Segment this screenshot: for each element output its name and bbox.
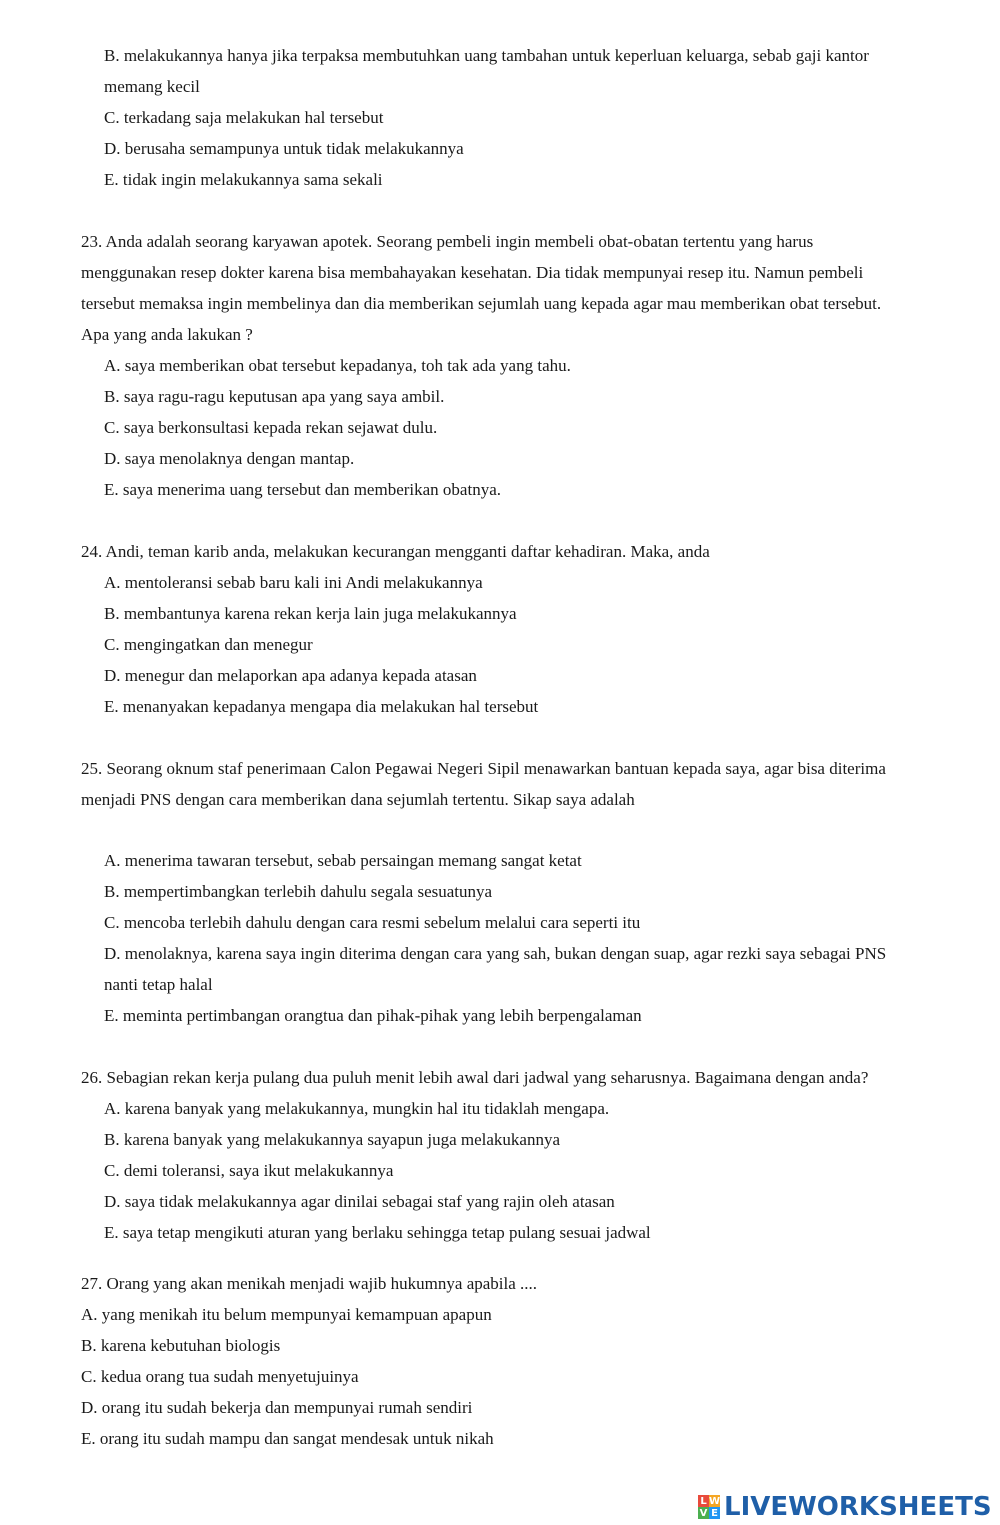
- q26-option-a[interactable]: A. karena banyak yang melakukannya, mungkin hal itu tidaklah mengapa.: [104, 1099, 610, 1118]
- q26-text-line-1: 26. Sebagian rekan kerja pulang dua puluh menit lebih awal dari jadwal yang seharusnya. Bagaimana dengan anda?: [81, 1068, 869, 1087]
- q25-text-line-1: 25. Seorang oknum staf penerimaan Calon Pegawai Negeri Sipil menawarkan bantuan kepada saya, agar bisa diterima: [81, 759, 886, 778]
- q27-option-e[interactable]: E. orang itu sudah mampu dan sangat mendesak untuk nikah: [81, 1429, 494, 1448]
- liveworksheets-logo-text: LIVEWORKSHEETS: [724, 1492, 992, 1522]
- prev-option-b-continued: memang kecil: [104, 77, 200, 96]
- q23-text-line-2: menggunakan resep dokter karena bisa membahayakan kesehatan. Dia tidak mempunyai resep itu. Namun pembeli: [81, 263, 864, 282]
- logo-mark-cell-1: L: [698, 1495, 709, 1507]
- q27-option-a[interactable]: A. yang menikah itu belum mempunyai kemampuan apapun: [81, 1305, 492, 1324]
- logo-mark-cell-2: W: [708, 1495, 721, 1507]
- logo-mark-cell-3: V: [699, 1507, 708, 1519]
- q23-option-b[interactable]: B. saya ragu-ragu keputusan apa yang saya ambil.: [104, 387, 445, 406]
- q27-option-b[interactable]: B. karena kebutuhan biologis: [81, 1336, 281, 1355]
- q26-option-c[interactable]: C. demi toleransi, saya ikut melakukannya: [104, 1161, 394, 1180]
- prev-option-d[interactable]: D. berusaha semampunya untuk tidak melakukannya: [104, 139, 464, 158]
- q24-option-a[interactable]: A. mentoleransi sebab baru kali ini Andi melakukannya: [104, 573, 483, 592]
- prev-option-c[interactable]: C. terkadang saja melakukan hal tersebut: [104, 108, 384, 127]
- q25-option-a[interactable]: A. menerima tawaran tersebut, sebab persaingan memang sangat ketat: [104, 851, 582, 870]
- q24-option-b[interactable]: B. membantunya karena rekan kerja lain juga melakukannya: [104, 604, 517, 623]
- q25-option-c[interactable]: C. mencoba terlebih dahulu dengan cara resmi sebelum melalui cara seperti itu: [104, 913, 641, 932]
- liveworksheets-logo-icon: [698, 1495, 720, 1519]
- q23-text-line-1: 23. Anda adalah seorang karyawan apotek. Seorang pembeli ingin membeli obat-obatan tertentu yang harus: [81, 232, 814, 251]
- q23-text-line-4: Apa yang anda lakukan ?: [81, 325, 253, 344]
- q25-option-d-continued: nanti tetap halal: [104, 975, 213, 994]
- q23-option-d[interactable]: D. saya menolaknya dengan mantap.: [104, 449, 355, 468]
- q24-text-line-1: 24. Andi, teman karib anda, melakukan kecurangan mengganti daftar kehadiran. Maka, anda: [81, 542, 710, 561]
- q23-option-a[interactable]: A. saya memberikan obat tersebut kepadanya, toh tak ada yang tahu.: [104, 356, 571, 375]
- q23-option-c[interactable]: C. saya berkonsultasi kepada rekan sejawat dulu.: [104, 418, 438, 437]
- q25-option-d[interactable]: D. menolaknya, karena saya ingin diterima dengan cara yang sah, bukan dengan suap, agar rezki saya sebagai PNS: [104, 944, 887, 963]
- prev-option-e[interactable]: E. tidak ingin melakukannya sama sekali: [104, 170, 383, 189]
- q25-option-e[interactable]: E. meminta pertimbangan orangtua dan pihak-pihak yang lebih berpengalaman: [104, 1006, 642, 1025]
- logo-mark-cell-4: E: [709, 1507, 720, 1519]
- q26-option-e[interactable]: E. saya tetap mengikuti aturan yang berlaku sehingga tetap pulang sesuai jadwal: [104, 1223, 651, 1242]
- prev-option-b[interactable]: B. melakukannya hanya jika terpaksa membutuhkan uang tambahan untuk keperluan keluarga, sebab gaji kantor: [104, 46, 869, 65]
- q25-option-b[interactable]: B. mempertimbangkan terlebih dahulu segala sesuatunya: [104, 882, 493, 901]
- q26-option-b[interactable]: B. karena banyak yang melakukannya sayapun juga melakukannya: [104, 1130, 561, 1149]
- q26-option-d[interactable]: D. saya tidak melakukannya agar dinilai sebagai staf yang rajin oleh atasan: [104, 1192, 615, 1211]
- q24-option-e[interactable]: E. menanyakan kepadanya mengapa dia melakukan hal tersebut: [104, 697, 539, 716]
- q23-option-e[interactable]: E. saya menerima uang tersebut dan memberikan obatnya.: [104, 480, 501, 499]
- q27-option-d[interactable]: D. orang itu sudah bekerja dan mempunyai rumah sendiri: [81, 1398, 473, 1417]
- liveworksheets-logo[interactable]: [698, 1490, 992, 1524]
- q27-option-c[interactable]: C. kedua orang tua sudah menyetujuinya: [81, 1367, 359, 1386]
- q24-option-c[interactable]: C. mengingatkan dan menegur: [104, 635, 313, 654]
- q23-text-line-3: tersebut memaksa ingin membelinya dan dia memberikan sejumlah uang kepada agar mau memberikan obat tersebut.: [81, 294, 882, 313]
- q25-text-line-2: menjadi PNS dengan cara memberikan dana sejumlah tertentu. Sikap saya adalah: [81, 790, 635, 809]
- q27-text-line-1: 27. Orang yang akan menikah menjadi wajib hukumnya apabila ....: [81, 1274, 538, 1293]
- q24-option-d[interactable]: D. menegur dan melaporkan apa adanya kepada atasan: [104, 666, 477, 685]
